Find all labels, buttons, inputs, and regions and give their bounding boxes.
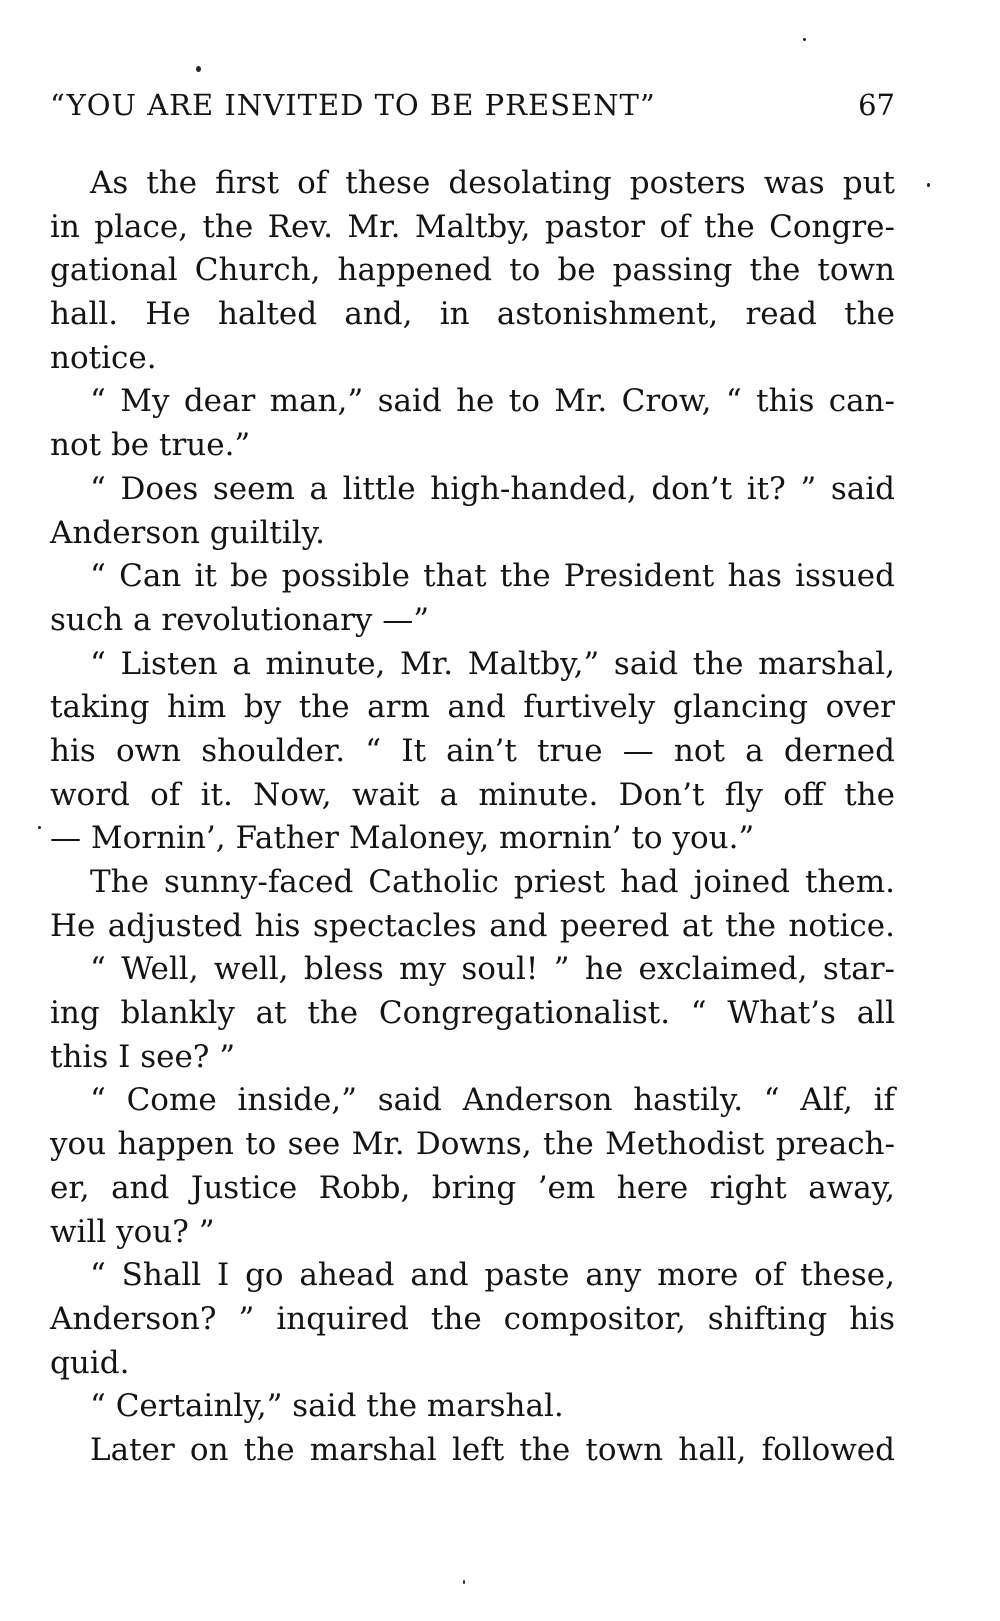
- text-line: word of it. Now, wait a minute. Don’t fly off the: [50, 776, 895, 813]
- text-line: “ Well, well, bless my soul! ” he exclaimed, star-: [90, 951, 895, 988]
- text-line: “ Does seem a little high-handed, don’t it? ” said: [90, 470, 895, 507]
- text-line: this I see? ”: [50, 1038, 236, 1075]
- text-line: not be true.”: [50, 427, 251, 464]
- text-line: Anderson? ” inquired the compositor, shifting his: [50, 1300, 895, 1337]
- text-line: Later on the marshal left the town hall, followed: [90, 1431, 895, 1468]
- text-line: er, and Justice Robb, bring ’em here right away,: [50, 1169, 895, 1206]
- text-line: — Mornin’, Father Maloney, mornin’ to you.”: [50, 820, 755, 857]
- text-line: hall. He halted and, in astonishment, read the: [50, 296, 895, 333]
- body-text: [50, 162, 895, 1473]
- text-line: “ Shall I go ahead and paste any more of these,: [90, 1257, 895, 1294]
- text-line: you happen to see Mr. Downs, the Methodist preach-: [50, 1126, 895, 1163]
- text-line: “ My dear man,” said he to Mr. Crow, “ this can-: [90, 383, 895, 420]
- text-line: quid.: [50, 1344, 130, 1381]
- ink-speck: [196, 66, 201, 72]
- text-line: “ Come inside,” said Anderson hastily. “ Alf, if: [90, 1082, 895, 1119]
- text-line: As the first of these desolating posters was put: [90, 165, 895, 201]
- page-number: 67: [858, 88, 895, 122]
- text-line: The sunny-faced Catholic priest had joined them.: [90, 864, 895, 900]
- running-header: [50, 88, 895, 128]
- text-line: his own shoulder. “ It ain’t true — not a derned: [50, 732, 895, 769]
- text-line: “ Listen a minute, Mr. Maltby,” said the marshal,: [90, 645, 895, 682]
- text-line: Anderson guiltily.: [50, 514, 325, 551]
- text-line: He adjusted his spectacles and peered at the notice.: [50, 907, 895, 944]
- text-line: in place, the Rev. Mr. Maltby, pastor of the Congre-: [50, 208, 895, 245]
- text-line: gational Church, happened to be passing the town: [50, 252, 895, 289]
- ink-speck: [463, 1580, 465, 1584]
- text-line: “ Certainly,” said the marshal.: [90, 1388, 564, 1425]
- ink-speck: [803, 38, 806, 41]
- text-line: will you? ”: [50, 1213, 215, 1250]
- ink-speck: [927, 183, 930, 187]
- text-line: such a revolutionary —”: [50, 601, 430, 638]
- ink-speck: [38, 826, 41, 829]
- running-title: “YOU ARE INVITED TO BE PRESENT”: [50, 88, 656, 122]
- text-line: ing blankly at the Congregationalist. “ What’s all: [50, 995, 895, 1032]
- text-line: notice.: [50, 339, 157, 376]
- text-line: “ Can it be possible that the President has issued: [90, 558, 895, 595]
- text-line: taking him by the arm and furtively glancing over: [50, 689, 895, 726]
